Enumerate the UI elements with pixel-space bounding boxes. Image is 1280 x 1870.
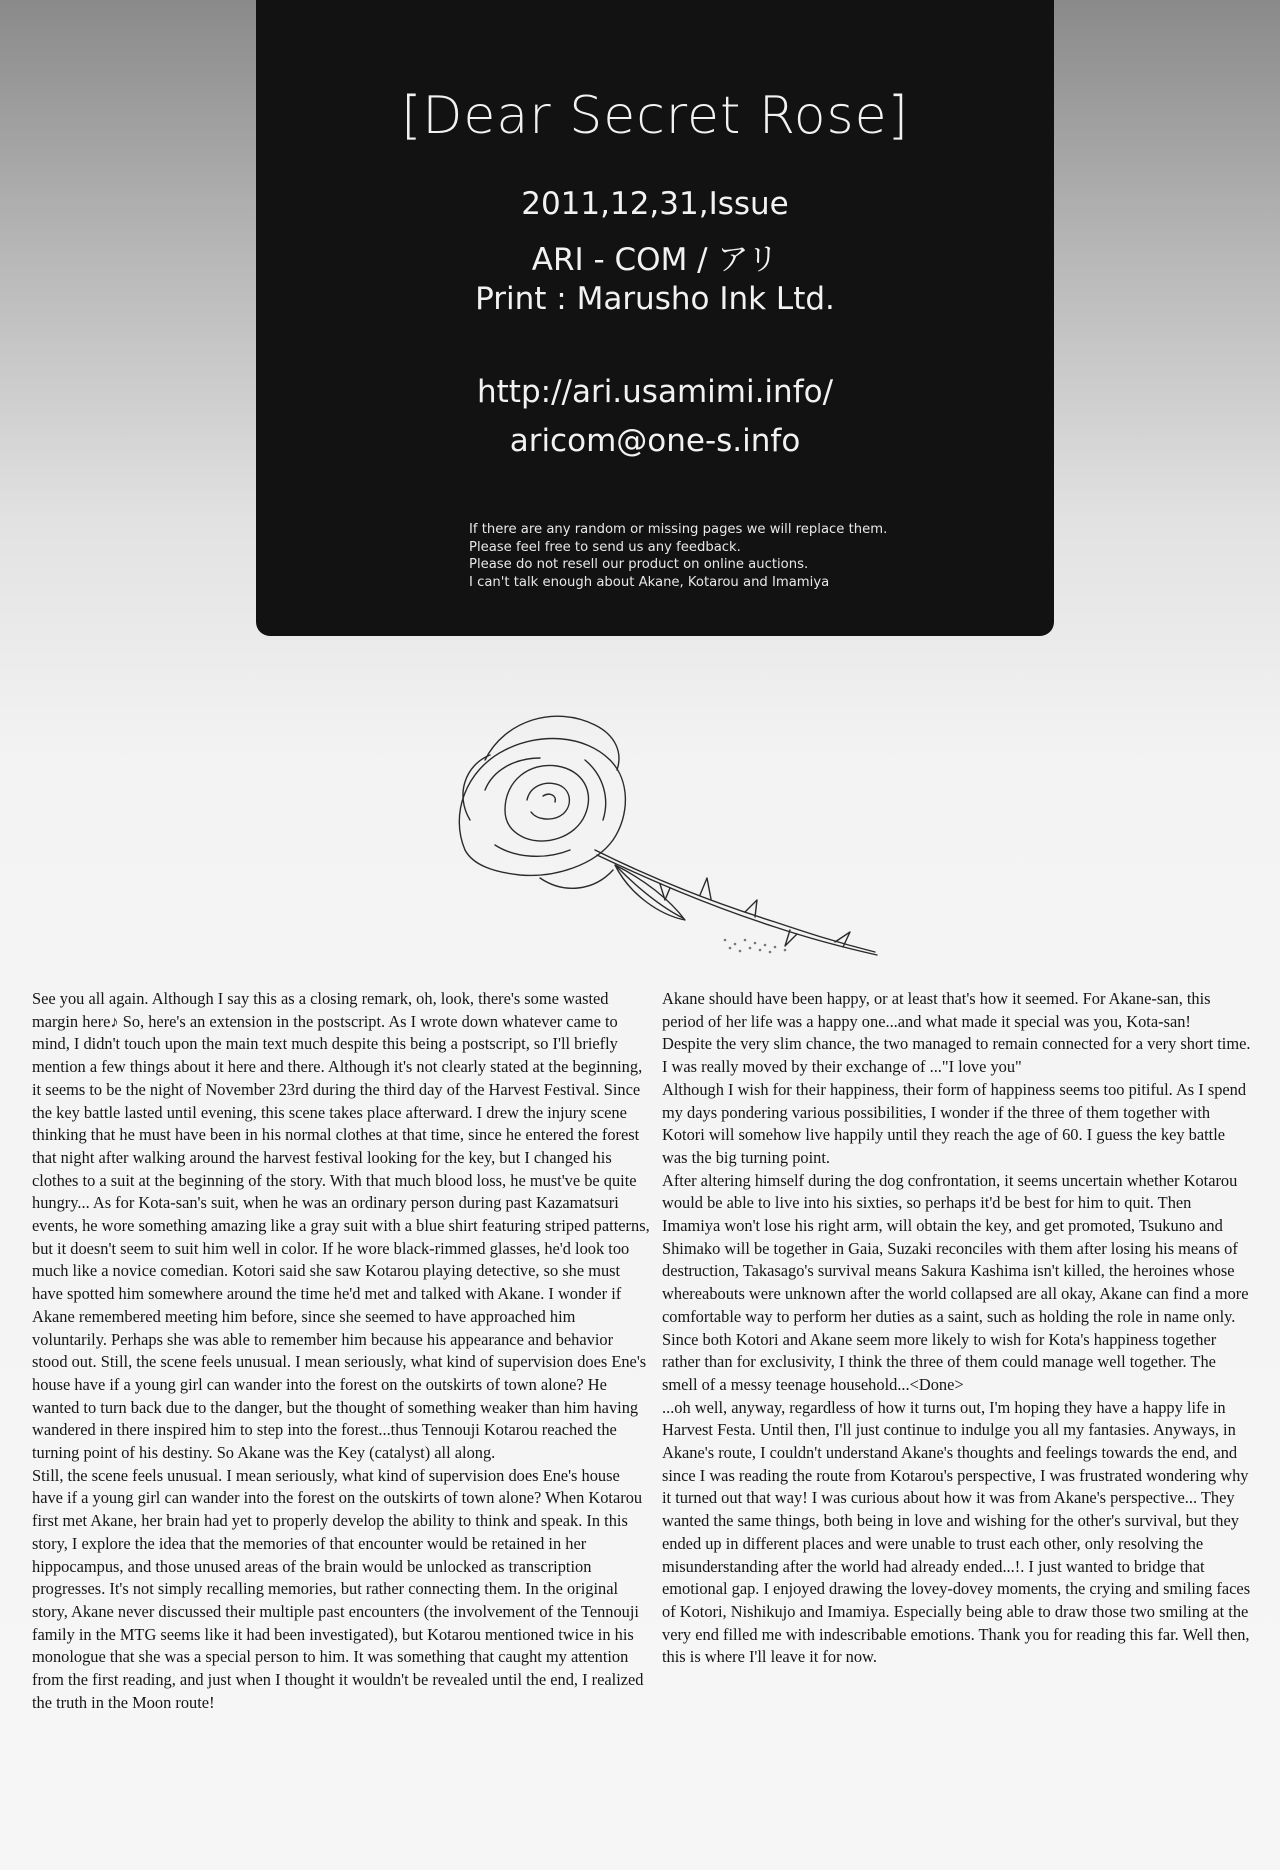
contact-email: aricom@one-s.info [509,423,801,459]
note-line: Please do not resell our product on online auctions. [469,557,809,572]
note-line: If there are any random or missing pages we will replace them. [469,522,888,537]
colophon-notes [469,521,887,591]
note-line: Please feel free to send us any feedback. [469,539,741,555]
postscript-paragraph: Still, the scene feels unusual. I mean seriously, what kind of supervision does Ene's house have if a young girl can wander into the forest on the outskirts of town alone? When Kotarou first met Akane, her brain had yet to properly develop the ability to think and speak. In this story, I explore the idea that the memories of that encounter would be retained in her hippocampus, and those unused areas of the brain would be unlocked as transcription progresses. It's not simply recalling memories, but rather connecting them. In the original story, Akane never discussed their multiple past encounters (the involvement of the Tennouji family in the MTG seems like it had been investigated), but Kotarou mentioned twice in his monologue that she was a special person to him. It was something that caught my attention from the first reading, and just when I thought it wouldn't be revealed until the end, I realized the truth in the Moon route! [32,1465,644,1712]
postscript-paragraph: After altering himself during the dog confrontation, it seems uncertain whether Kotarou would be able to live into his sixties, so perhaps it'd be best for him to quit. Then Imamiya won't lose his right arm, will obtain the key, and get promoted, Tsukuno and Shimako will be together in Gaia, Suzaki reconciles with them after losing his means of destruction, Takasago's survival means Sakura Kashima isn't killed, the heroines whose whereabouts were unknown after the world collapsed are all okay, Akane can find a more comfortable way to perform her duties as a saint, such as holding the role in name only. Since both Kotori and Akane seem more likely to wish for Kota's happiness together rather than for exclusivity, I think the three of them could manage well together. The smell of a messy teenage household...<Done> [662,1170,1249,1394]
issue-date: 2011,12,31,Issue [521,186,789,222]
note-line: I can't talk enough about Akane, Kotarou and Imamiya [469,574,830,590]
circle-name: ARI - COM / アリ [531,242,779,278]
printer-info: Print : Marusho Ink Ltd. [475,281,835,317]
postscript-left-column [32,988,650,1715]
postscript-paragraph: ...oh well, anyway, regardless of how it turns out, I'm hoping they have a happy life in Harvest Festa. Until then, I'll just continue to indulge you all my fantasies. Anyways, in Akane's route, I couldn't understand Akane's thoughts and feelings towards the end, and since I was reading the route from Kotarou's perspective, I was frustrated wondering why it turned out that way! I was curious about how it was from Akane's perspective... They wanted the same things, both being in love and wishing for the other's survival, but they ended up in different places and were unable to trust each other, only resolving the misunderstanding after the world had already ended...!. I just wanted to bridge that emotional gap. I enjoyed drawing the lovey-dovey moments, the crying and smiling faces of Kotori, Nishikujo and Imamiya. Especially being able to draw those two smiling at the very end filled me with indescribable emotions. Thank you for reading this far. Well then, this is where I'll leave it for now. [662,1397,1251,1667]
postscript-paragraph: See you all again. Although I say this as a closing remark, oh, look, there's some wasted margin here♪ So, here's an extension in the postscript. As I wrote down whatever came to mind, I didn't touch upon the main text much despite this being a postscript, so I'll briefly mention a few things about it here and there. Although it's not clearly stated at the beginning, it seems to be the night of November 23rd during the third day of the Harvest Festival. Since the key battle lasted until evening, this scene takes place afterward. I drew the injury scene thinking that he must have been in his normal clothes at that time, since he entered the forest that night after walking around the harvest festival looking for the key, but I changed his clothes to a suit at the beginning of the story. With that much blood loss, he must've be quite hungry... As for Kota-san's suit, when he was an ordinary person during past Kazamatsuri events, he wore something amazing like a gray suit with a blue shirt featuring striped patterns, but it doesn't seem to suit him well in color. If he wore black-rimmed glasses, he'd look too much like a novice comedian. Kotori said she saw Kotarou playing detective, so she must have spotted him somewhere around the time he'd met and talked with Akane. I wonder if Akane remembered meeting him before, since she seemed to have approached him voluntarily. Perhaps she was able to remember him because his appearance and behavior stood out. Still, the scene feels unusual. I mean seriously, what kind of supervision does Ene's house have if a young girl can wander into the forest on the outskirts of town alone? He wanted to turn back due to the danger, but the thought of something weaker than him having wandered in there inspired him to step into the forest...thus Tennouji Kotarou reached the turning point of his destiny. So Akane was the Key (catalyst) all along. [32,989,650,1463]
postscript-paragraph: Akane should have been happy, or at least that's how it seemed. For Akane-san, this period of her life was a happy one...and what made it special was you, Kota-san! [662,989,1211,1031]
website-url: http://ari.usamimi.info/ [476,374,834,410]
rose-illustration [445,700,905,960]
colophon-box [256,0,1054,636]
postscript-right-column [662,988,1252,1669]
postscript-paragraph: Although I wish for their happiness, their form of happiness seems too pitiful. As I spend my days pondering various possibilities, I wonder if the three of them together with Kotori will somehow live happily until they reach the age of 60. I guess the key battle was the big turning point. [662,1079,1247,1167]
book-title: [Dear Secret Rose] [401,86,909,146]
postscript-paragraph: Despite the very slim chance, the two managed to remain connected for a very short time. I was really moved by their exchange of ..."I love you" [662,1034,1251,1077]
